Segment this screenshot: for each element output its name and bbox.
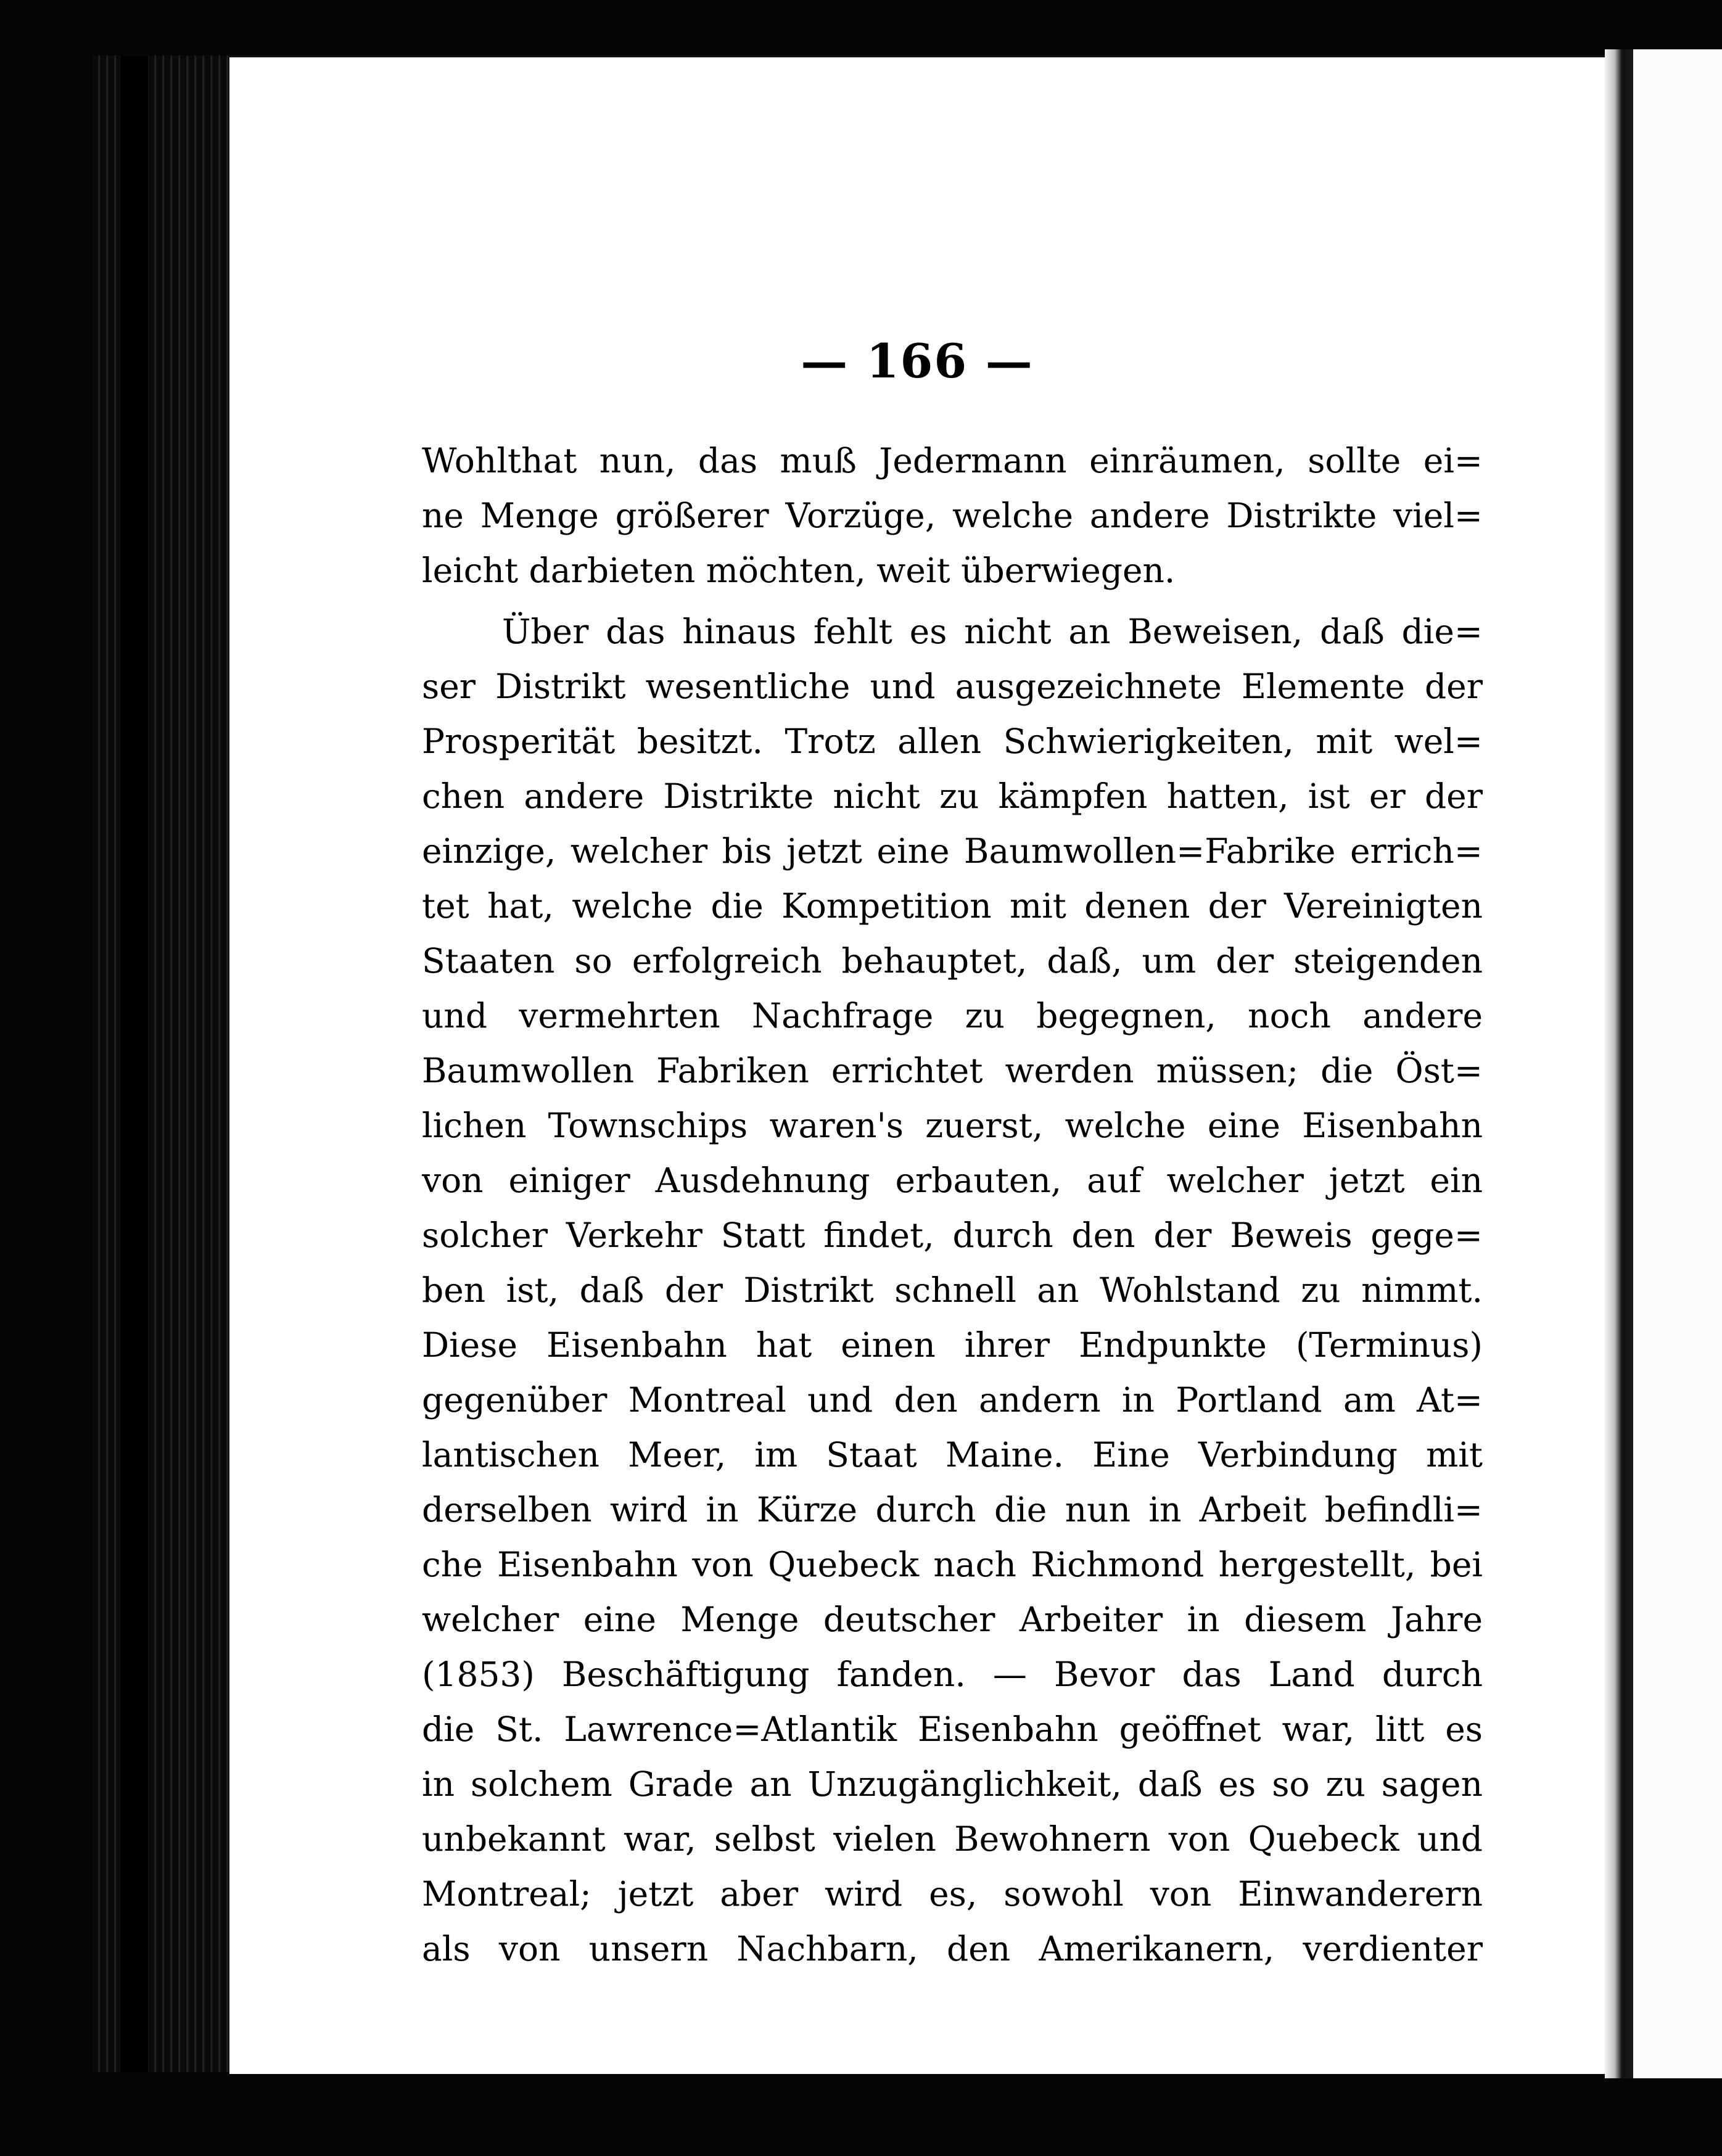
text-line: Prosperität besitzt. Trotz allen Schwierigkeiten, mit wel=	[422, 722, 1483, 761]
text-line: ne Menge größerer Vorzüge, welche andere Distrikte viel=	[422, 496, 1483, 535]
text-line: Über das hinaus fehlt es nicht an Beweisen, daß die=	[502, 612, 1483, 651]
text-line: Montreal; jetzt aber wird es, sowohl von Einwanderern	[422, 1874, 1483, 1914]
text-line: lichen Townschips waren's zuerst, welche eine Eisenbahn	[422, 1106, 1483, 1145]
text-line: Baumwollen Fabriken errichtet werden müssen; die Öst=	[422, 1051, 1483, 1090]
text-line: ser Distrikt wesentliche und ausgezeichnete Elemente der	[422, 667, 1483, 706]
text-line: einzige, welcher bis jetzt eine Baumwollen=Fabrike errich=	[422, 831, 1483, 871]
paragraph-gap	[422, 598, 1483, 604]
text-line: welcher eine Menge deutscher Arbeiter in diesem Jahre	[422, 1600, 1483, 1639]
text-line: chen andere Distrikte nicht zu kämpfen hatten, ist er der	[422, 776, 1483, 816]
text-line: und vermehrten Nachfrage zu begegnen, noch andere	[422, 996, 1483, 1035]
text-line: Staaten so erfolgreich behauptet, daß, um der steigenden	[422, 941, 1483, 981]
text-line: solcher Verkehr Statt findet, durch den der Beweis gege=	[422, 1216, 1483, 1255]
text-line: leicht darbieten möchten, weit überwiegen.	[422, 551, 1176, 590]
text-line: tet hat, welche die Kompetition mit denen der Vereinigten	[422, 886, 1483, 926]
text-line: derselben wird in Kürze durch die nun in Arbeit befindli=	[422, 1490, 1483, 1529]
text-line: von einiger Ausdehnung erbauten, auf welcher jetzt ein	[422, 1161, 1483, 1200]
page-gutter-shadow	[1605, 49, 1633, 2078]
page-number-value: 166	[866, 334, 968, 389]
page-body-text	[422, 434, 1483, 1977]
text-line: in solchem Grade an Unzugänglichkeit, daß es so zu sagen	[422, 1764, 1483, 1804]
text-line: unbekannt war, selbst vielen Bewohnern von Quebeck und	[422, 1819, 1483, 1859]
text-line: Diese Eisenbahn hat einen ihrer Endpunkte (Terminus)	[422, 1325, 1483, 1365]
text-line: ben ist, daß der Distrikt schnell an Wohlstand zu nimmt.	[422, 1270, 1483, 1310]
text-line: als von unsern Nachbarn, den Amerikanern, verdienter	[422, 1929, 1483, 1969]
text-line: die St. Lawrence=Atlantik Eisenbahn geöffnet war, litt es	[422, 1710, 1483, 1749]
text-line: Wohlthat nun, das muß Jedermann einräumen, sollte ei=	[422, 441, 1483, 480]
text-line: lantischen Meer, im Staat Maine. Eine Verbindung mit	[422, 1435, 1483, 1475]
page-number: — 166 —	[801, 334, 1034, 389]
text-line: gegenüber Montreal und den andern in Portland am At=	[422, 1380, 1483, 1420]
binding-shadow	[121, 56, 148, 2072]
page-sheet	[229, 56, 1605, 2074]
book-binding-edge	[93, 56, 234, 2072]
facing-page-edge	[1633, 49, 1722, 2078]
text-line: che Eisenbahn von Quebeck nach Richmond hergestellt, bei	[422, 1545, 1483, 1584]
text-line: (1853) Beschäftigung fanden. — Bevor das Land durch	[422, 1655, 1483, 1694]
